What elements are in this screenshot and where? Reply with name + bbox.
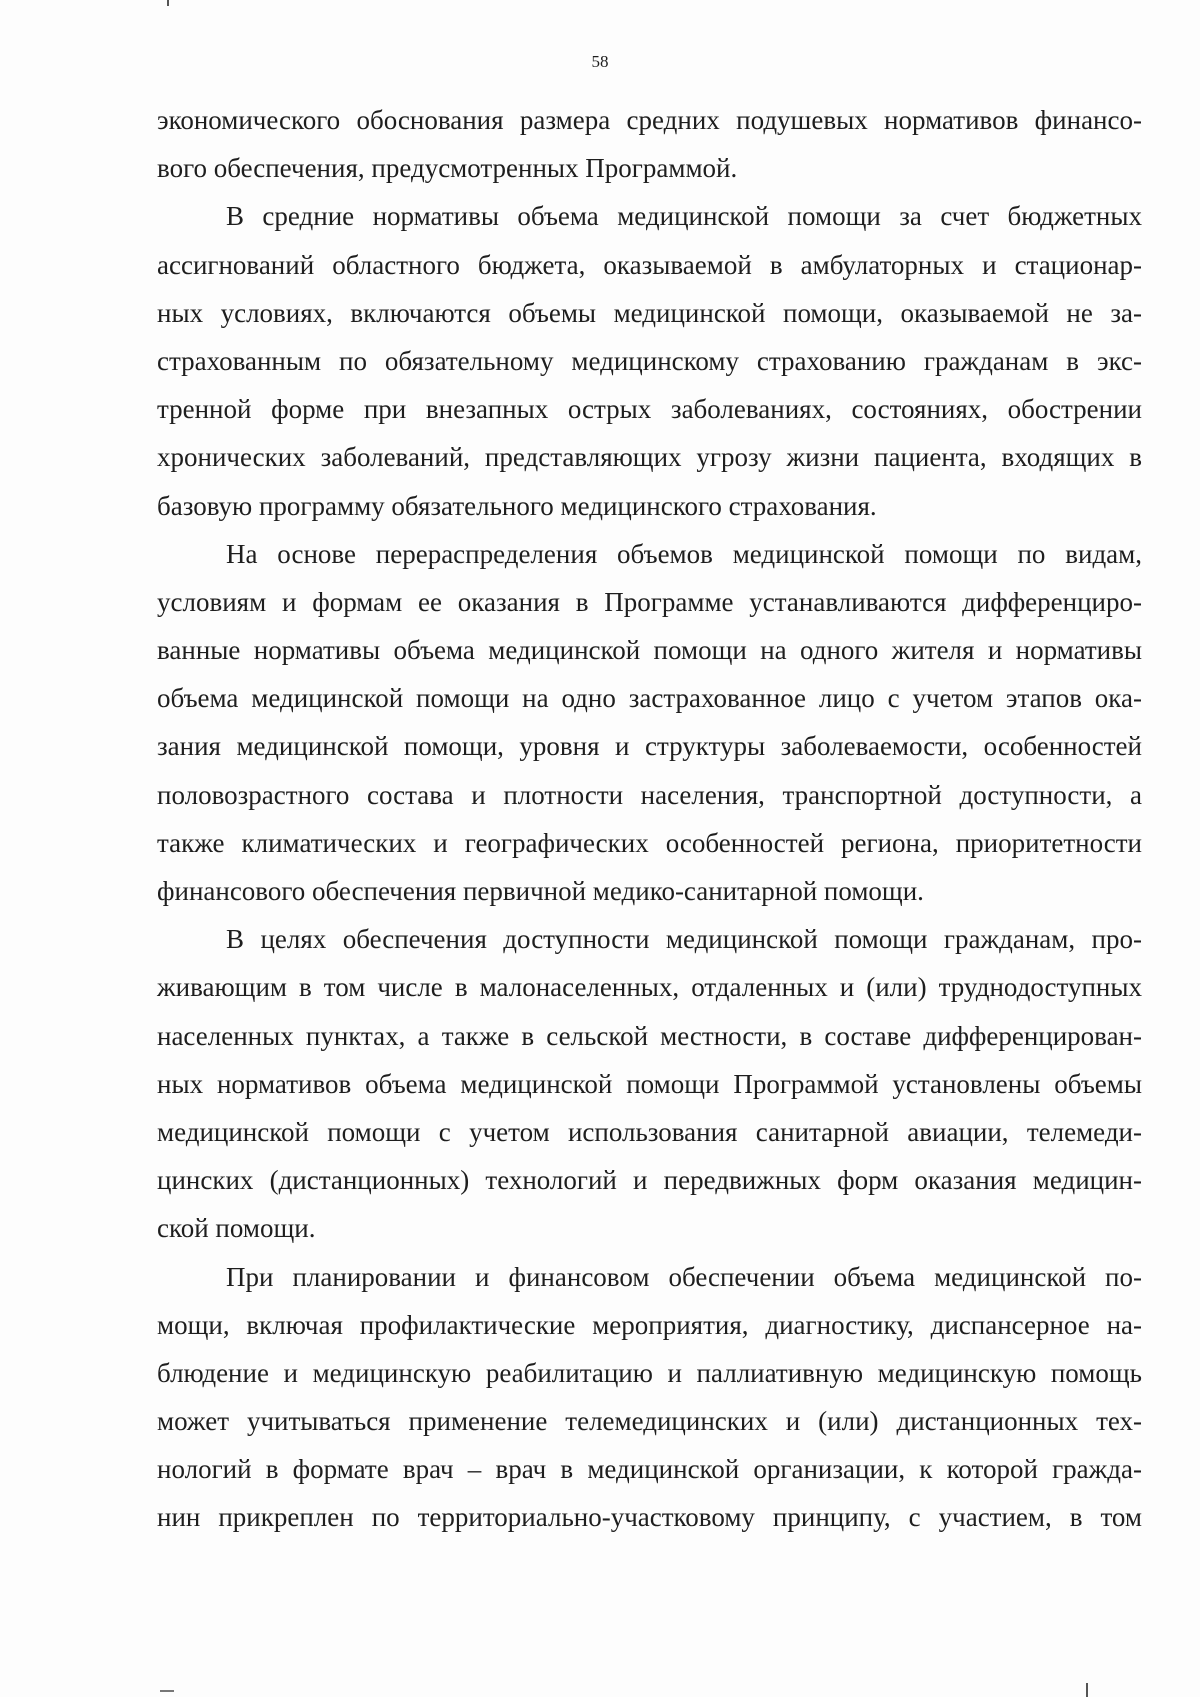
text-line: мощи, включая профилактические мероприятия, диагностику, диспансерное на-	[157, 1309, 1142, 1340]
paragraph-5	[157, 1253, 1142, 1542]
text-line: В средние нормативы объема медицинской помощи за счет бюджетных	[226, 201, 1142, 232]
text-line: зания медицинской помощи, уровня и структуры заболеваемости, особенностей	[157, 731, 1142, 762]
text-line: условиям и формам ее оказания в Программе устанавливаются дифференциро-	[157, 586, 1142, 617]
text-line: может учитываться применение телемедицинских и (или) дистанционных тех-	[157, 1406, 1142, 1437]
text-line: финансового обеспечения первичной медико-санитарной помощи.	[157, 876, 924, 906]
paragraph-1	[157, 96, 1142, 192]
text-line: страхованным по обязательному медицинскому страхованию гражданам в экс-	[157, 345, 1142, 376]
text-line: половозрастного состава и плотности населения, транспортной доступности, а	[157, 779, 1142, 810]
text-line: При планировании и финансовом обеспечении объема медицинской по-	[226, 1261, 1142, 1292]
text-line: В целях обеспечения доступности медицинской помощи гражданам, про-	[226, 924, 1142, 955]
text-line: нин прикреплен по территориально-участковому принципу, с участием, в том	[157, 1502, 1142, 1533]
paragraph-4	[157, 915, 1142, 1252]
text-line: ской помощи.	[157, 1213, 316, 1244]
scan-artifact-bottom-right	[1086, 1683, 1088, 1697]
text-line: ванные нормативы объема медицинской помощи на одного жителя и нормативы	[157, 635, 1142, 666]
text-line: нологий в формате врач – врач в медицинской организации, к которой гражда-	[157, 1454, 1142, 1485]
text-line: объема медицинской помощи на одно застрахованное лицо с учетом этапов ока-	[157, 683, 1142, 714]
scan-artifact-top	[167, 0, 169, 6]
text-line: базовую программу обязательного медицинского страхования.	[157, 490, 877, 521]
text-line: живающим в том числе в малонаселенных, отдаленных и (или) труднодоступных	[157, 972, 1142, 1003]
text-line: цинских (дистанционных) технологий и передвижных форм оказания медицин-	[157, 1165, 1142, 1196]
text-line: ассигнований областного бюджета, оказываемой в амбулаторных и стационар-	[157, 249, 1142, 280]
text-line: населенных пунктах, а также в сельской местности, в составе дифференцирован-	[157, 1020, 1142, 1051]
text-line: На основе перераспределения объемов медицинской помощи по видам,	[226, 538, 1142, 569]
page-number: 58	[591, 52, 609, 71]
text-line: также климатических и географических особенностей региона, приоритетности	[157, 827, 1142, 858]
body-text	[157, 96, 1142, 1542]
text-line: ных условиях, включаются объемы медицинской помощи, оказываемой не за-	[157, 297, 1142, 328]
paragraph-3	[157, 530, 1142, 916]
text-line: медицинской помощи с учетом использования санитарной авиации, телемеди-	[157, 1116, 1142, 1147]
text-line: ных нормативов объема медицинской помощи Программой установлены объемы	[157, 1068, 1142, 1099]
text-line: экономического обоснования размера средних подушевых нормативов финансо-	[157, 105, 1142, 135]
text-line: блюдение и медицинскую реабилитацию и паллиативную медицинскую помощь	[157, 1357, 1142, 1388]
scan-artifact-bottom-left	[160, 1690, 174, 1692]
paragraph-2	[157, 192, 1142, 529]
text-line: тренной форме при внезапных острых заболеваниях, состояниях, обострении	[157, 394, 1142, 425]
text-line: вого обеспечения, предусмотренных Программой.	[157, 153, 738, 184]
text-line: хронических заболеваний, представляющих угрозу жизни пациента, входящих в	[157, 442, 1142, 473]
